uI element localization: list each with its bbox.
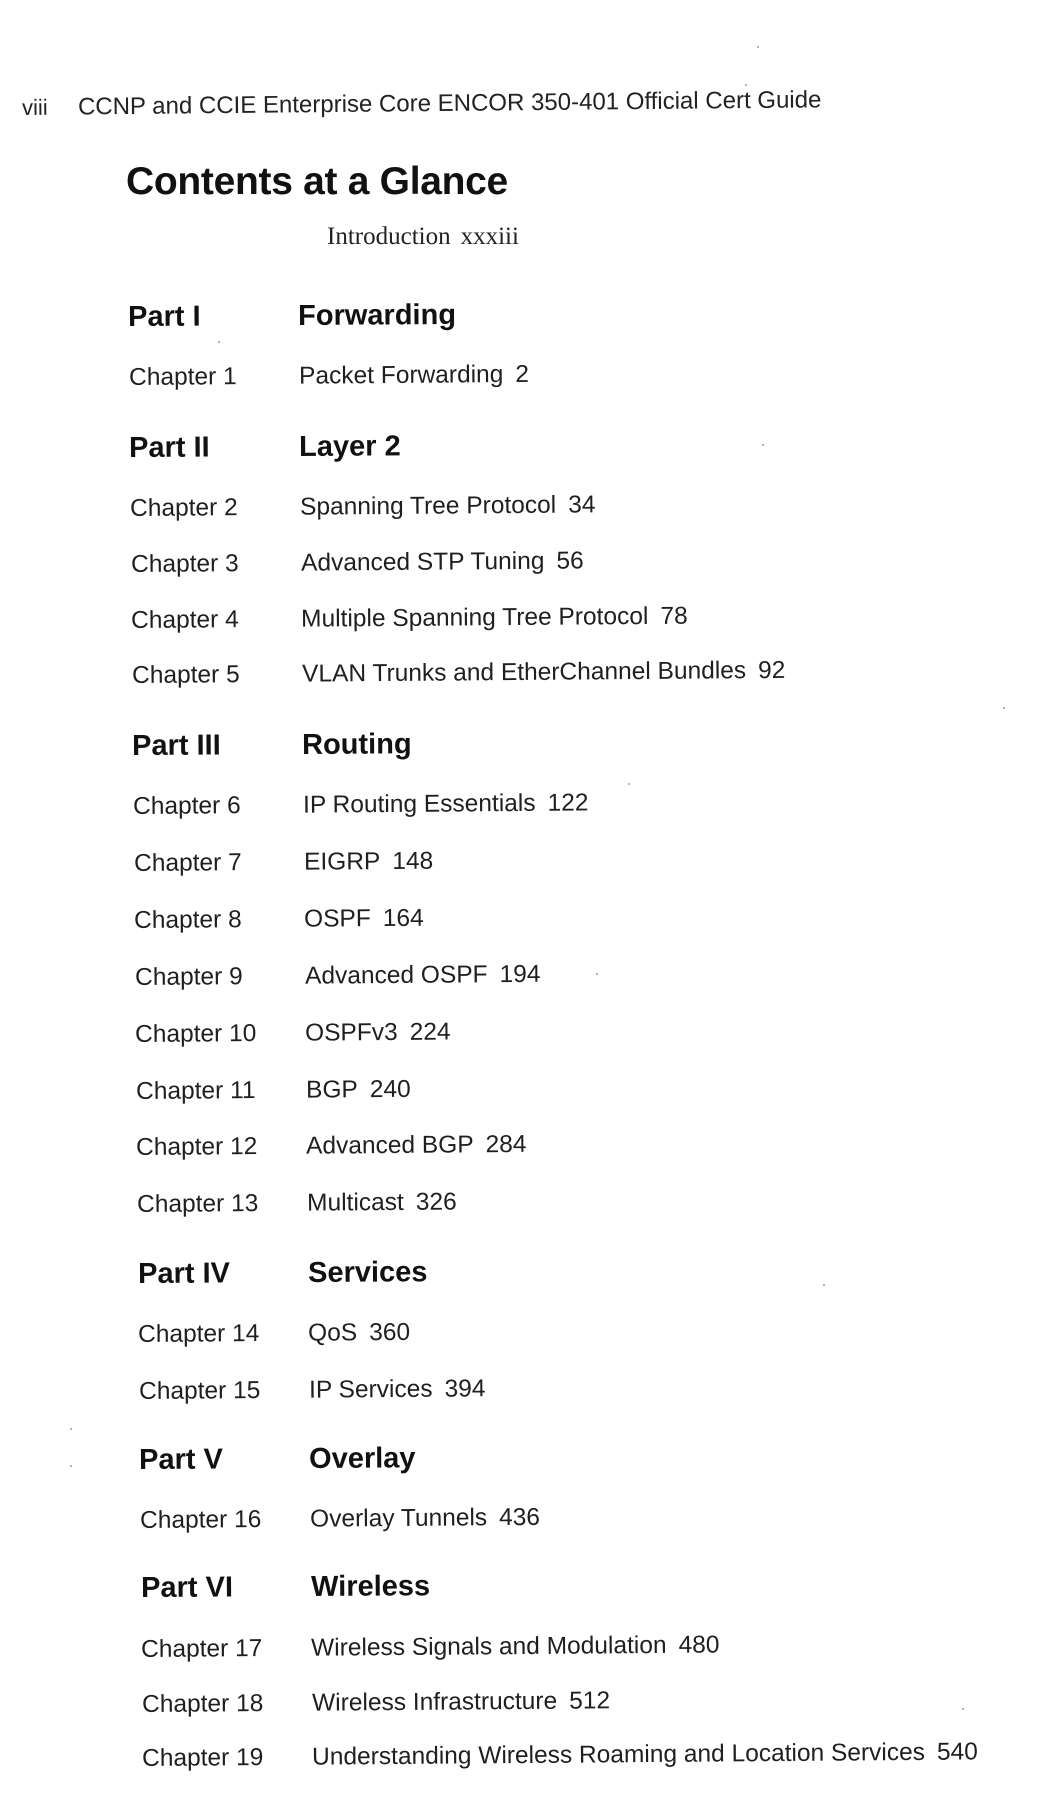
- chapter-label: Chapter 6: [133, 792, 241, 820]
- page-folio: viii: [21, 94, 48, 120]
- part-label: Part IV: [138, 1257, 231, 1290]
- chapter-title-text: IP Routing Essentials: [302, 789, 536, 819]
- chapter-title-text: OSPFv3: [304, 1018, 398, 1047]
- part-title: Forwarding: [297, 298, 457, 332]
- chapter-label: Chapter 16: [140, 1506, 262, 1534]
- chapter-title-text: BGP: [305, 1076, 358, 1104]
- chapter-title: [304, 848, 433, 877]
- chapter-title: [301, 603, 688, 634]
- scan-speck: [596, 973, 598, 975]
- chapter-page-number: 360: [369, 1318, 411, 1347]
- scan-speck: [757, 46, 759, 48]
- chapter-title: [299, 361, 529, 391]
- chapter-title-text: Wireless Infrastructure: [311, 1687, 558, 1717]
- part-title: Routing: [301, 728, 412, 761]
- scan-speck: [628, 783, 630, 785]
- chapter-page-number: 92: [757, 656, 786, 685]
- chapter-title: [306, 1076, 411, 1105]
- chapter-title: [301, 547, 584, 577]
- chapter-title-text: Packet Forwarding: [298, 361, 504, 390]
- chapter-label: Chapter 3: [131, 550, 239, 578]
- chapter-title: [307, 1188, 457, 1217]
- chapter-page-number: 224: [409, 1018, 451, 1046]
- chapter-title: [309, 1375, 486, 1404]
- chapter-title: [306, 1131, 527, 1161]
- chapter-title: [303, 789, 589, 819]
- chapter-label: Chapter 1: [129, 363, 237, 391]
- chapter-page-number: 164: [382, 904, 424, 933]
- scan-speck: [762, 444, 764, 446]
- chapter-label: Chapter 12: [136, 1133, 258, 1161]
- chapter-title: [305, 1019, 451, 1048]
- chapter-title-text: EIGRP: [303, 848, 381, 876]
- page-title: Contents at a Glance: [126, 160, 508, 203]
- chapter-page-number: 240: [369, 1075, 411, 1104]
- scan-speck: [962, 1708, 964, 1710]
- chapter-title-text: Advanced OSPF: [304, 961, 488, 990]
- part-title: Layer 2: [298, 430, 401, 463]
- chapter-label: Chapter 2: [130, 494, 238, 522]
- chapter-page-number: 2: [515, 360, 530, 388]
- scan-speck: [823, 1284, 825, 1286]
- chapter-title-text: QoS: [307, 1319, 358, 1347]
- chapter-page-number: 56: [556, 547, 584, 575]
- part-label: Part I: [128, 300, 201, 333]
- chapter-label: Chapter 19: [142, 1744, 264, 1772]
- chapter-label: Chapter 14: [138, 1320, 260, 1348]
- chapter-page-number: 78: [660, 602, 688, 630]
- chapter-title: [312, 1738, 978, 1771]
- chapter-title-text: Multiple Spanning Tree Protocol: [300, 602, 649, 633]
- scan-speck: [70, 1428, 72, 1430]
- scan-speck: [70, 1465, 72, 1467]
- chapter-page-number: 394: [444, 1375, 486, 1403]
- chapter-label: Chapter 10: [135, 1020, 257, 1048]
- chapter-label: Chapter 17: [141, 1635, 263, 1663]
- chapter-label: Chapter 11: [136, 1077, 256, 1105]
- introduction-label: Introduction: [327, 223, 451, 250]
- part-label: Part VI: [141, 1571, 234, 1604]
- chapter-label: Chapter 13: [137, 1190, 259, 1218]
- chapter-label: Chapter 18: [142, 1690, 264, 1718]
- chapter-title: [308, 1319, 410, 1348]
- chapter-title: [310, 1504, 540, 1534]
- part-title: Overlay: [308, 1442, 416, 1475]
- chapter-page-number: 194: [499, 960, 541, 989]
- chapter-page-number: 436: [499, 1503, 541, 1532]
- chapter-label: Chapter 4: [131, 606, 239, 634]
- chapter-label: Chapter 9: [135, 963, 243, 991]
- chapter-title: [300, 491, 596, 521]
- chapter-page-number: 148: [392, 847, 434, 875]
- scan-speck: [218, 341, 220, 343]
- part-title: Services: [307, 1256, 428, 1289]
- chapter-label: Chapter 7: [134, 849, 242, 877]
- chapter-title: [302, 657, 785, 689]
- chapter-title-text: Spanning Tree Protocol: [299, 491, 557, 521]
- part-label: Part III: [132, 729, 221, 762]
- chapter-page-number: 480: [678, 1631, 720, 1659]
- chapter-page-number: 326: [415, 1188, 457, 1216]
- chapter-title: [311, 1631, 720, 1662]
- chapter-page-number: 540: [936, 1738, 978, 1766]
- chapter-label: Chapter 5: [132, 661, 240, 689]
- scan-speck: [745, 84, 747, 86]
- scan-speck: [1003, 707, 1005, 709]
- chapter-page-number: 122: [547, 789, 589, 817]
- chapter-label: Chapter 15: [139, 1377, 261, 1405]
- chapter-title: [304, 905, 424, 934]
- chapter-label: Chapter 8: [134, 906, 242, 934]
- chapter-page-number: 284: [485, 1130, 527, 1159]
- part-label: Part V: [139, 1443, 224, 1476]
- chapter-title-text: OSPF: [303, 905, 371, 933]
- chapter-title-text: Advanced STP Tuning: [300, 547, 545, 577]
- chapter-title: [305, 961, 541, 991]
- introduction-page-number: xxxiii: [460, 223, 519, 250]
- chapter-page-number: 34: [568, 491, 596, 519]
- book-title: CCNP and CCIE Enterprise Core ENCOR 350-401 Official Cert Guide: [77, 86, 822, 121]
- chapter-title: [312, 1687, 610, 1717]
- part-label: Part II: [129, 431, 210, 464]
- chapter-title-text: Advanced BGP: [305, 1131, 474, 1160]
- chapter-title-text: VLAN Trunks and EtherChannel Bundles: [301, 657, 747, 688]
- part-title: Wireless: [310, 1570, 431, 1603]
- chapter-title-text: Overlay Tunnels: [309, 1504, 488, 1533]
- chapter-title-text: Understanding Wireless Roaming and Location Services: [311, 1738, 926, 1771]
- chapter-title-text: IP Services: [308, 1375, 433, 1404]
- chapter-title-text: Wireless Signals and Modulation: [310, 1631, 667, 1662]
- chapter-page-number: 512: [569, 1687, 611, 1715]
- chapter-title-text: Multicast: [306, 1188, 404, 1217]
